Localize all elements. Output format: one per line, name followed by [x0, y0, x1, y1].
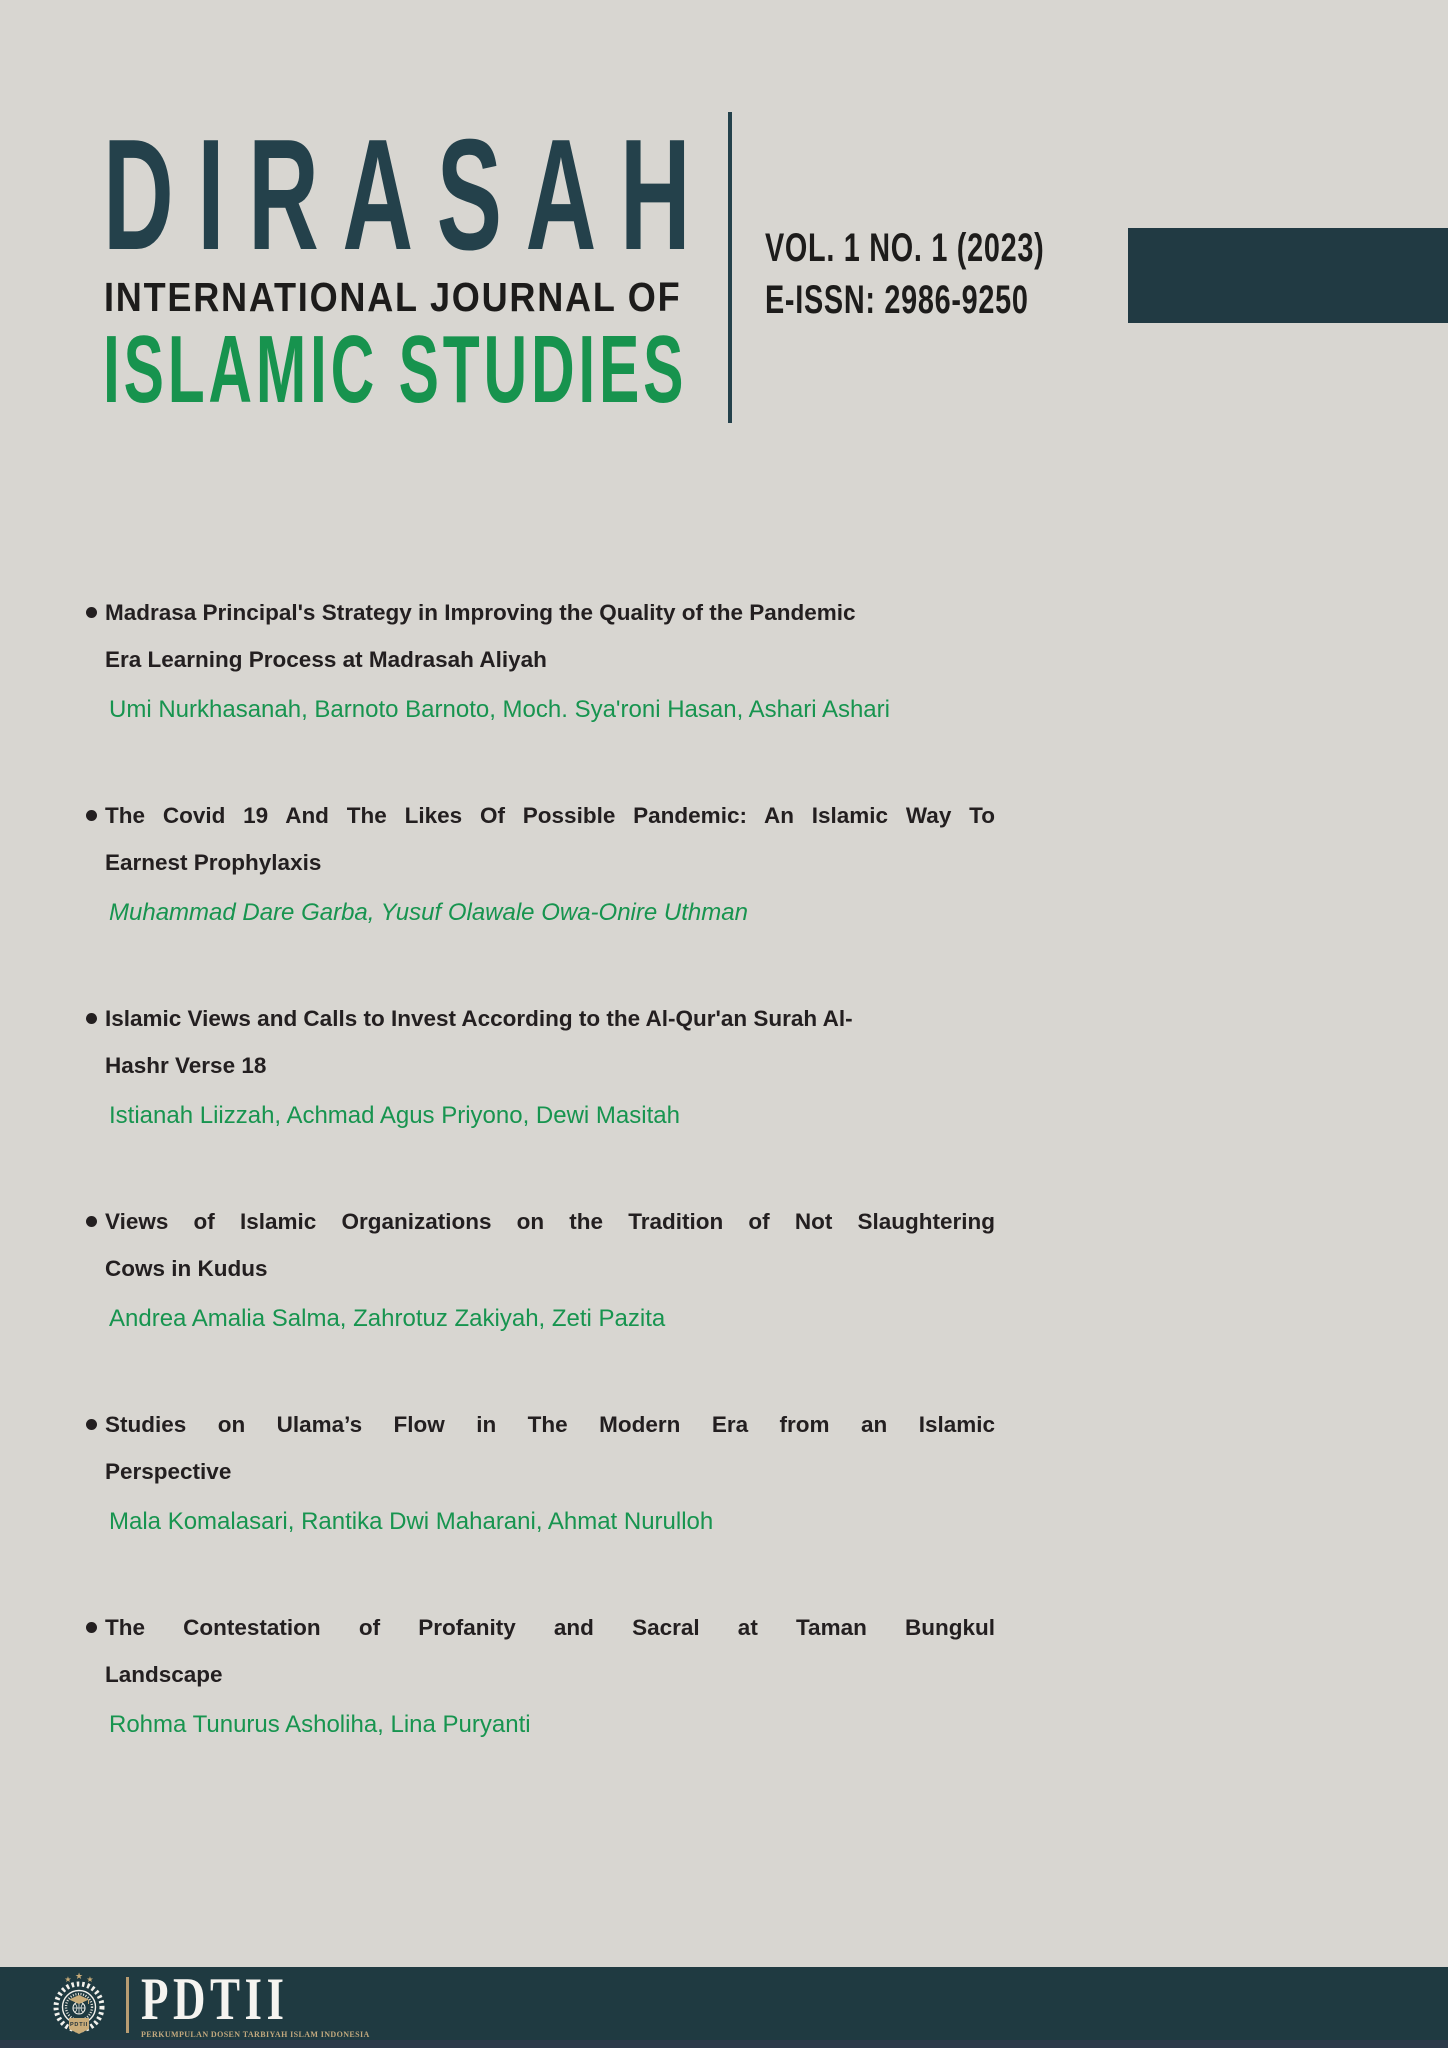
svg-text:★: ★ [74, 1972, 84, 1981]
article-title [105, 1604, 995, 1698]
bullet-icon [86, 1622, 97, 1633]
article-title [105, 589, 995, 683]
journal-name: DIRASAH [103, 107, 715, 283]
article-title-line: The Contestation of Profanity and Sacral at Taman Bungkul [105, 1615, 995, 1640]
article-authors: Istianah Liizzah, Achmad Agus Priyono, Dewi Masitah [109, 1102, 680, 1129]
article-title-line: Studies on Ulama’s Flow in The Modern Era from an Islamic [105, 1412, 995, 1437]
footer-bottom-strip [0, 2040, 1448, 2048]
article-authors: Andrea Amalia Salma, Zahrotuz Zakiyah, Zeti Pazita [109, 1305, 666, 1332]
volume-issn-block [765, 222, 1044, 326]
bullet-icon [86, 607, 97, 618]
issn-line: E-ISSN: 2986-9250 [765, 278, 1029, 322]
article-title-line: Cows in Kudus [105, 1256, 268, 1281]
article-item [105, 995, 995, 1139]
publisher-block [141, 1966, 370, 2039]
article-title [105, 792, 995, 886]
article-authors: Muhammad Dare Garba, Yusuf Olawale Owa-Onire Uthman [109, 899, 748, 926]
bullet-icon [86, 1013, 97, 1024]
article-title-line: Madrasa Principal's Strategy in Improving the Quality of the Pandemic [105, 600, 856, 625]
volume-line: VOL. 1 NO. 1 (2023) [765, 226, 1045, 270]
article-authors: Rohma Tunurus Asholiha, Lina Puryanti [109, 1711, 531, 1738]
article-title-line: The Covid 19 And The Likes Of Possible Pandemic: An Islamic Way To [105, 803, 995, 828]
publisher-abbreviation: PDTII [141, 1966, 289, 2032]
article-title-line: Perspective [105, 1459, 232, 1484]
article-title-line: Islamic Views and Calls to Invest According to the Al-Qur'an Surah Al- [105, 1006, 853, 1031]
svg-text:★: ★ [64, 1975, 72, 1984]
article-title-line: Landscape [105, 1662, 223, 1687]
emblem-ribbon-label: PDTII [69, 2022, 89, 2028]
article-title [105, 1198, 995, 1292]
article-title-line: Views of Islamic Organizations on the Tradition of Not Slaughtering [105, 1209, 995, 1234]
article-item [105, 1401, 995, 1545]
article-title-line: Earnest Prophylaxis [105, 850, 322, 875]
article-title [105, 1401, 995, 1495]
header-accent-bar [1128, 228, 1448, 323]
pdtii-emblem-icon [46, 1972, 112, 2043]
article-title [105, 995, 995, 1089]
article-item [105, 792, 995, 936]
table-of-contents [105, 589, 995, 1807]
article-title-line: Hashr Verse 18 [105, 1053, 267, 1078]
article-authors: Umi Nurkhasanah, Barnoto Barnoto, Moch. Sya'roni Hasan, Ashari Ashari [109, 696, 890, 723]
bullet-icon [86, 1419, 97, 1430]
journal-subtitle: INTERNATIONAL JOURNAL OF [104, 274, 682, 320]
article-authors: Mala Komalasari, Rantika Dwi Maharani, Ahmat Nurulloh [109, 1508, 714, 1535]
bullet-icon [86, 810, 97, 821]
article-item [105, 1604, 995, 1748]
article-item [105, 589, 995, 733]
footer-gold-divider [126, 1977, 129, 2033]
article-title-line: Era Learning Process at Madrasah Aliyah [105, 647, 547, 672]
svg-text:★: ★ [86, 1975, 94, 1984]
journal-field: ISLAMIC STUDIES [103, 316, 688, 423]
article-item [105, 1198, 995, 1342]
header-divider [728, 112, 732, 423]
publisher-full-name: PERKUMPULAN DOSEN TARBIYAH ISLAM INDONESIA [141, 2030, 370, 2039]
bullet-icon [86, 1216, 97, 1227]
